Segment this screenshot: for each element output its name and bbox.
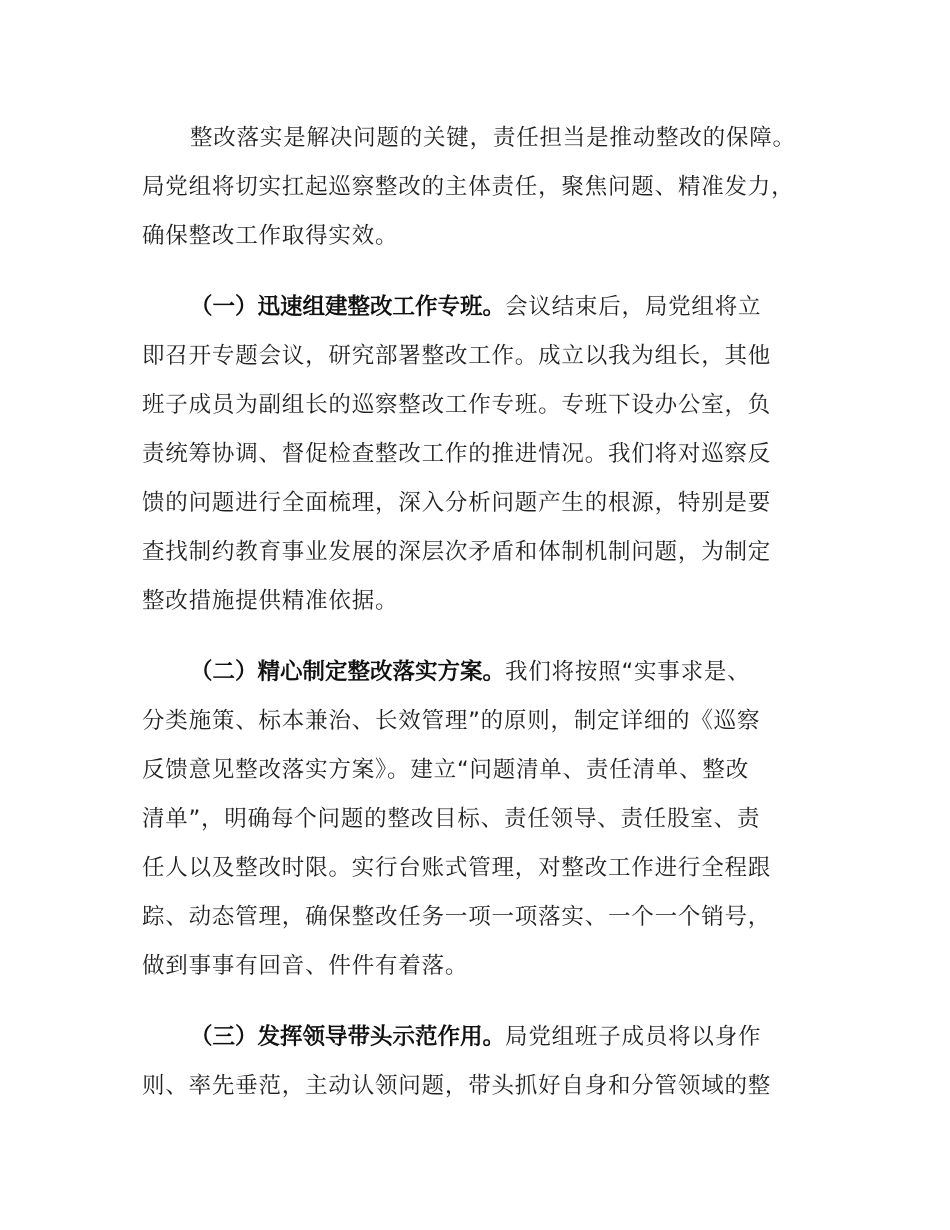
section-2-first-line-text: 我们将按照“实事求是、 — [505, 659, 751, 685]
intro-line-3: 确保整改工作取得实效。 — [142, 223, 399, 249]
section-2-line: 踪、动态管理，确保整改任务一项一项落实、一个一个销号， — [142, 904, 772, 930]
section-1-line: 即召开专题会议，研究部署整改工作。成立以我为组长，其他 — [142, 343, 772, 369]
section-3-first-line-text: 局党组班子成员将以身作 — [505, 1024, 762, 1050]
section-3-heading: （三）发挥领导带头示范作用。 — [190, 1024, 506, 1050]
section-3-first-line — [190, 1019, 761, 1055]
section-2-heading: （二）精心制定整改落实方案。 — [190, 659, 506, 685]
section-2-line: 清单”，明确每个问题的整改目标、责任领导、责任股室、责 — [142, 806, 761, 832]
section-1-line: 责统筹协调、督促检查整改工作的推进情况。我们将对巡察反 — [142, 441, 772, 467]
section-1-line: 班子成员为副组长的巡察整改工作专班。专班下设办公室，负 — [142, 392, 772, 418]
intro-line-2: 局党组将切实扛起巡察整改的主体责任，聚焦问题、精准发力， — [142, 174, 795, 200]
section-2-line: 分类施策、标本兼治、长效管理”的原则，制定详细的《巡察 — [142, 708, 761, 734]
section-1-first-line — [190, 289, 761, 325]
section-1-line: 整改措施提供精准依据。 — [142, 588, 399, 614]
section-1-line: 馈的问题进行全面梳理，深入分析问题产生的根源，特别是要 — [142, 490, 772, 516]
section-1-line: 查找制约教育事业发展的深层次矛盾和体制机制问题，为制定 — [142, 539, 772, 565]
section-3-line: 则、率先垂范，主动认领问题，带头抓好自身和分管领域的整 — [142, 1073, 772, 1099]
section-1-first-line-text: 会议结束后，局党组将立 — [505, 294, 762, 320]
intro-line-1: 整改落实是解决问题的关键，责任担当是推动整改的保障。 — [190, 125, 796, 151]
section-2-line: 任人以及整改时限。实行台账式管理，对整改工作进行全程跟 — [142, 855, 772, 881]
section-2-line: 做到事事有回音、件件有着落。 — [142, 953, 469, 979]
section-1-heading: （一）迅速组建整改工作专班。 — [190, 294, 506, 320]
section-2-line: 反馈意见整改落实方案》。建立“问题清单、责任清单、整改 — [142, 757, 750, 783]
section-2-first-line — [190, 654, 750, 690]
